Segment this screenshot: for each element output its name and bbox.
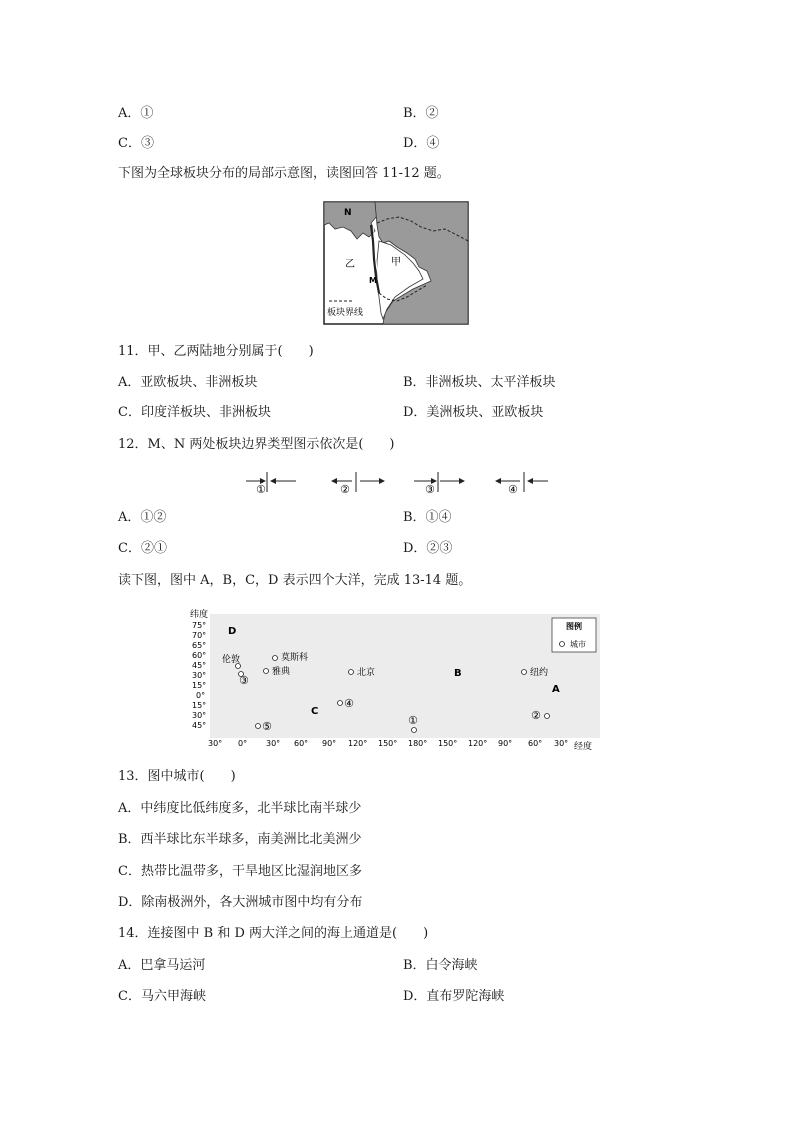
ocean-a: A [552, 684, 560, 695]
diagram-3-label: ③ [425, 483, 435, 496]
lat-axis-title: 纬度 [190, 610, 209, 620]
q12-option-d: D．②③ [403, 541, 453, 556]
lon-tick: 60° [294, 739, 309, 748]
lon-tick: 180° [408, 739, 428, 748]
q11-option-c: C．印度洋板块、非洲板块 [118, 405, 271, 420]
q14-option-a: A．巴拿马运河 [118, 958, 206, 973]
city-ocean-chart [186, 604, 606, 754]
q13-option-c: C．热带比温带多，干旱地区比湿润地区多 [118, 864, 362, 879]
q14-option-c: C．马六甲海峡 [118, 989, 206, 1004]
lon-tick: 30° [554, 739, 569, 748]
legend-city-icon [560, 642, 565, 647]
city-athens: 雅典 [272, 667, 291, 677]
label-m: M [369, 276, 377, 285]
legend-city-label: 城市 [570, 640, 586, 649]
lat-tick: 0° [196, 691, 206, 700]
plate-map-figure [323, 201, 469, 325]
ocean-c: C [311, 706, 319, 717]
q11-option-d: D．美洲板块、亚欧板块 [403, 405, 544, 420]
lon-tick: 30° [266, 739, 281, 748]
q12-option-a: A．①② [118, 510, 167, 525]
q11-option-b: B．非洲板块、太平洋板块 [403, 375, 556, 390]
intro-13-14: 读下图，图中 A，B，C，D 表示四个大洋，完成 13-14 题。 [118, 573, 472, 588]
lat-tick: 15° [192, 701, 207, 710]
marker-3: ③ [239, 674, 249, 687]
marker-4: ④ [344, 697, 354, 710]
lon-tick: 120° [468, 739, 488, 748]
city-marker [338, 701, 343, 706]
lat-tick: 45° [192, 661, 207, 670]
lat-tick: 45° [192, 721, 207, 730]
city-beijing: 北京 [357, 668, 376, 678]
q13-option-b: B．西半球比东半球多，南美洲比北美洲少 [118, 832, 362, 847]
lon-tick: 150° [438, 739, 458, 748]
q13-option-a: A．中纬度比低纬度多，北半球比南半球少 [118, 801, 362, 816]
lat-tick: 65° [192, 641, 207, 650]
lat-tick: 30° [192, 711, 207, 720]
q12-stem: 12．M、N 两处板块边界类型图示依次是( ) [118, 437, 395, 452]
q14-option-d: D．直布罗陀海峡 [403, 989, 505, 1004]
q10-option-d: D．④ [403, 136, 440, 151]
diagram-4 [496, 472, 548, 496]
lat-tick: 15° [192, 681, 207, 690]
q12-option-c: C．②① [118, 541, 167, 556]
q13-stem: 13．图中城市( ) [118, 769, 236, 784]
q10-option-a: A．① [118, 106, 154, 121]
lat-tick: 30° [192, 671, 207, 680]
city-marker [256, 724, 261, 729]
q14-stem: 14．连接图中 B 和 D 两大洋之间的海上通道是( ) [118, 926, 429, 941]
diagram-1 [246, 472, 296, 496]
lat-ticks [192, 621, 206, 730]
q11-option-a: A．亚欧板块、非洲板块 [118, 375, 258, 390]
lat-tick: 60° [192, 651, 207, 660]
lat-tick: 70° [192, 631, 207, 640]
q13-option-d: D．除南极洲外，各大洲城市图中均有分布 [118, 895, 363, 910]
diagram-4-label: ④ [508, 483, 518, 496]
city-moscow: 莫斯科 [281, 653, 309, 663]
city-marker [522, 670, 527, 675]
marker-5: ⑤ [262, 720, 272, 733]
marker-2: ② [531, 709, 541, 722]
lon-tick: 30° [208, 739, 223, 748]
q14-option-b: B．白令海峡 [403, 958, 478, 973]
diagram-2-label: ② [340, 483, 350, 496]
lon-tick: 90° [322, 739, 337, 748]
q10-option-c: C．③ [118, 136, 154, 151]
city-newyork: 纽约 [530, 668, 549, 678]
diagram-2 [332, 472, 384, 496]
city-marker [412, 728, 417, 733]
diagram-3 [414, 472, 464, 496]
city-marker [545, 714, 550, 719]
city-marker [349, 670, 354, 675]
q12-option-b: B．①④ [403, 510, 452, 525]
lon-ticks [208, 739, 568, 748]
lon-tick: 120° [348, 739, 368, 748]
lon-tick: 0° [238, 739, 248, 748]
legend-label: 板块界线 [327, 308, 364, 318]
lat-tick: 75° [192, 621, 207, 630]
diagram-1-label: ① [256, 483, 266, 496]
lon-tick: 90° [498, 739, 513, 748]
legend-title: 图例 [566, 622, 582, 631]
lon-axis-title: 经度 [574, 742, 593, 752]
label-yi: 乙 [345, 259, 355, 270]
lon-tick: 60° [528, 739, 543, 748]
city-marker [264, 669, 269, 674]
label-jia: 甲 [391, 257, 401, 268]
ocean-d: D [228, 626, 237, 637]
q10-option-b: B．② [403, 106, 439, 121]
lon-tick: 150° [378, 739, 398, 748]
city-london: 伦敦 [222, 655, 241, 665]
city-marker [273, 656, 278, 661]
boundary-diagrams [240, 470, 560, 500]
intro-11-12: 下图为全球板块分布的局部示意图，读图回答 11-12 题。 [118, 166, 450, 181]
marker-1: ① [408, 714, 418, 727]
q11-stem: 11．甲、乙两陆地分别属于( ) [118, 344, 314, 359]
ocean-b: B [454, 668, 462, 679]
label-n: N [344, 208, 352, 218]
